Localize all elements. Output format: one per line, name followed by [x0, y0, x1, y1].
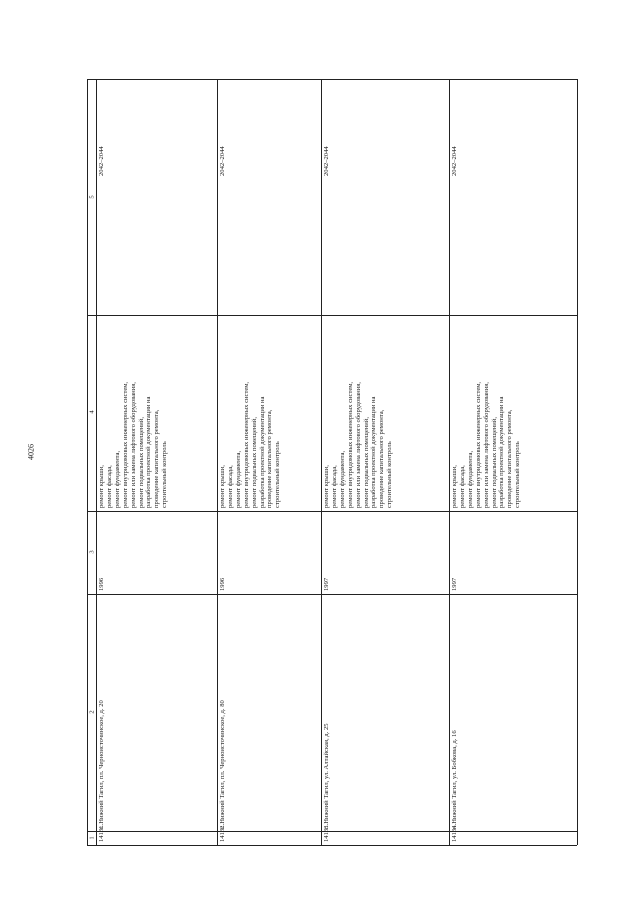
row-work-item: ремонт фасада,: [105, 465, 113, 508]
column-border: [87, 315, 577, 316]
row-address: г. Нижний Тагил, пл. Черноисточинское, д. 20: [98, 700, 105, 829]
row-work-item: проведение капитального ремонта,: [153, 409, 161, 508]
row-work-item: ремонт фундамента,: [466, 450, 474, 508]
row-work-item: ремонт фундамента,: [338, 450, 346, 508]
row-work-item: строительный контроль: [161, 441, 169, 508]
row-number: 14132.: [219, 823, 226, 842]
row-work-item: разработка проектной документации на: [498, 396, 506, 508]
row-work-item: проведение капитального ремонта,: [506, 409, 514, 508]
row-year: 1997: [451, 577, 458, 591]
row-work-item: ремонт фасада,: [458, 465, 466, 508]
column-border: [87, 831, 577, 832]
row-work-item: ремонт или замена лифтового оборудования,: [354, 382, 362, 508]
row-work-item: строительный контроль: [274, 441, 282, 508]
row-work-item: ремонт крыши,: [323, 465, 330, 508]
row-year: 1997: [323, 577, 330, 591]
row-period: 2042–2044: [451, 146, 458, 176]
row-work-item: ремонт внутридомовых инженерных систем,: [121, 381, 129, 508]
column-header-2: 2: [88, 710, 96, 714]
row-border: [577, 79, 578, 845]
column-header-3: 3: [88, 550, 96, 554]
row-border: [217, 79, 218, 845]
row-number: 14133.: [323, 823, 330, 842]
row-period: 2042–2044: [98, 146, 105, 176]
row-year: 1996: [98, 577, 105, 591]
row-border: [87, 79, 88, 845]
row-border: [449, 79, 450, 845]
row-work-item: ремонт или замена лифтового оборудования,: [482, 382, 490, 508]
column-header-1: 1: [88, 836, 96, 840]
row-number: 14134.: [451, 823, 458, 842]
row-work-item: разработка проектной документации на: [370, 396, 378, 508]
row-address: г. Нижний Тагил, ул. Бобкова, д. 16: [451, 730, 458, 829]
row-work-item: ремонт подвальных помещений,: [137, 417, 145, 508]
row-work-item: ремонт фасада,: [226, 465, 234, 508]
row-work-item: разработка проектной документации на: [145, 396, 153, 508]
row-work-item: ремонт подвальных помещений,: [362, 417, 370, 508]
row-period: 2042–2044: [323, 146, 330, 176]
row-work-item: ремонт фасада,: [330, 465, 338, 508]
row-address: г. Нижний Тагил, ул. Алтайская, д. 25: [323, 723, 330, 829]
row-period: 2042–2044: [219, 146, 226, 176]
page-number: 4026: [26, 444, 36, 460]
column-header-4: 4: [88, 410, 96, 414]
row-work-item: ремонт подвальных помещений,: [490, 417, 498, 508]
row-border: [96, 79, 97, 845]
row-work-item: проведение капитального ремонта,: [266, 409, 274, 508]
row-work-item: проведение капитального ремонта,: [378, 409, 386, 508]
row-work-item: ремонт внутридомовых инженерных систем,: [474, 381, 482, 508]
capital-repair-table: [87, 79, 577, 845]
row-year: 1996: [219, 577, 226, 591]
row-work-item: строительный контроль: [514, 441, 522, 508]
row-work-item: ремонт фундамента,: [234, 450, 242, 508]
row-work-item: ремонт фундамента,: [113, 450, 121, 508]
row-address: г. Нижний Тагил, пл. Черноисточинское, д. 80: [219, 700, 226, 829]
row-work-item: ремонт крыши,: [451, 465, 458, 508]
row-number: 14131.: [98, 823, 105, 842]
row-work-item: разработка проектной документации на: [258, 396, 266, 508]
row-border: [321, 79, 322, 845]
column-header-5: 5: [88, 195, 96, 199]
row-work-item: строительный контроль: [386, 441, 394, 508]
row-work-item: ремонт подвальных помещений,: [250, 417, 258, 508]
row-work-item: ремонт крыши,: [98, 465, 105, 508]
row-work-item: ремонт или замена лифтового оборудования,: [129, 382, 137, 508]
row-work-item: ремонт крыши,: [219, 465, 226, 508]
column-border: [87, 594, 577, 595]
column-border: [87, 845, 577, 846]
column-border: [87, 511, 577, 512]
row-work-item: ремонт внутридомовых инженерных систем,: [242, 381, 250, 508]
row-work-item: ремонт внутридомовых инженерных систем,: [346, 381, 354, 508]
column-border: [87, 79, 577, 80]
